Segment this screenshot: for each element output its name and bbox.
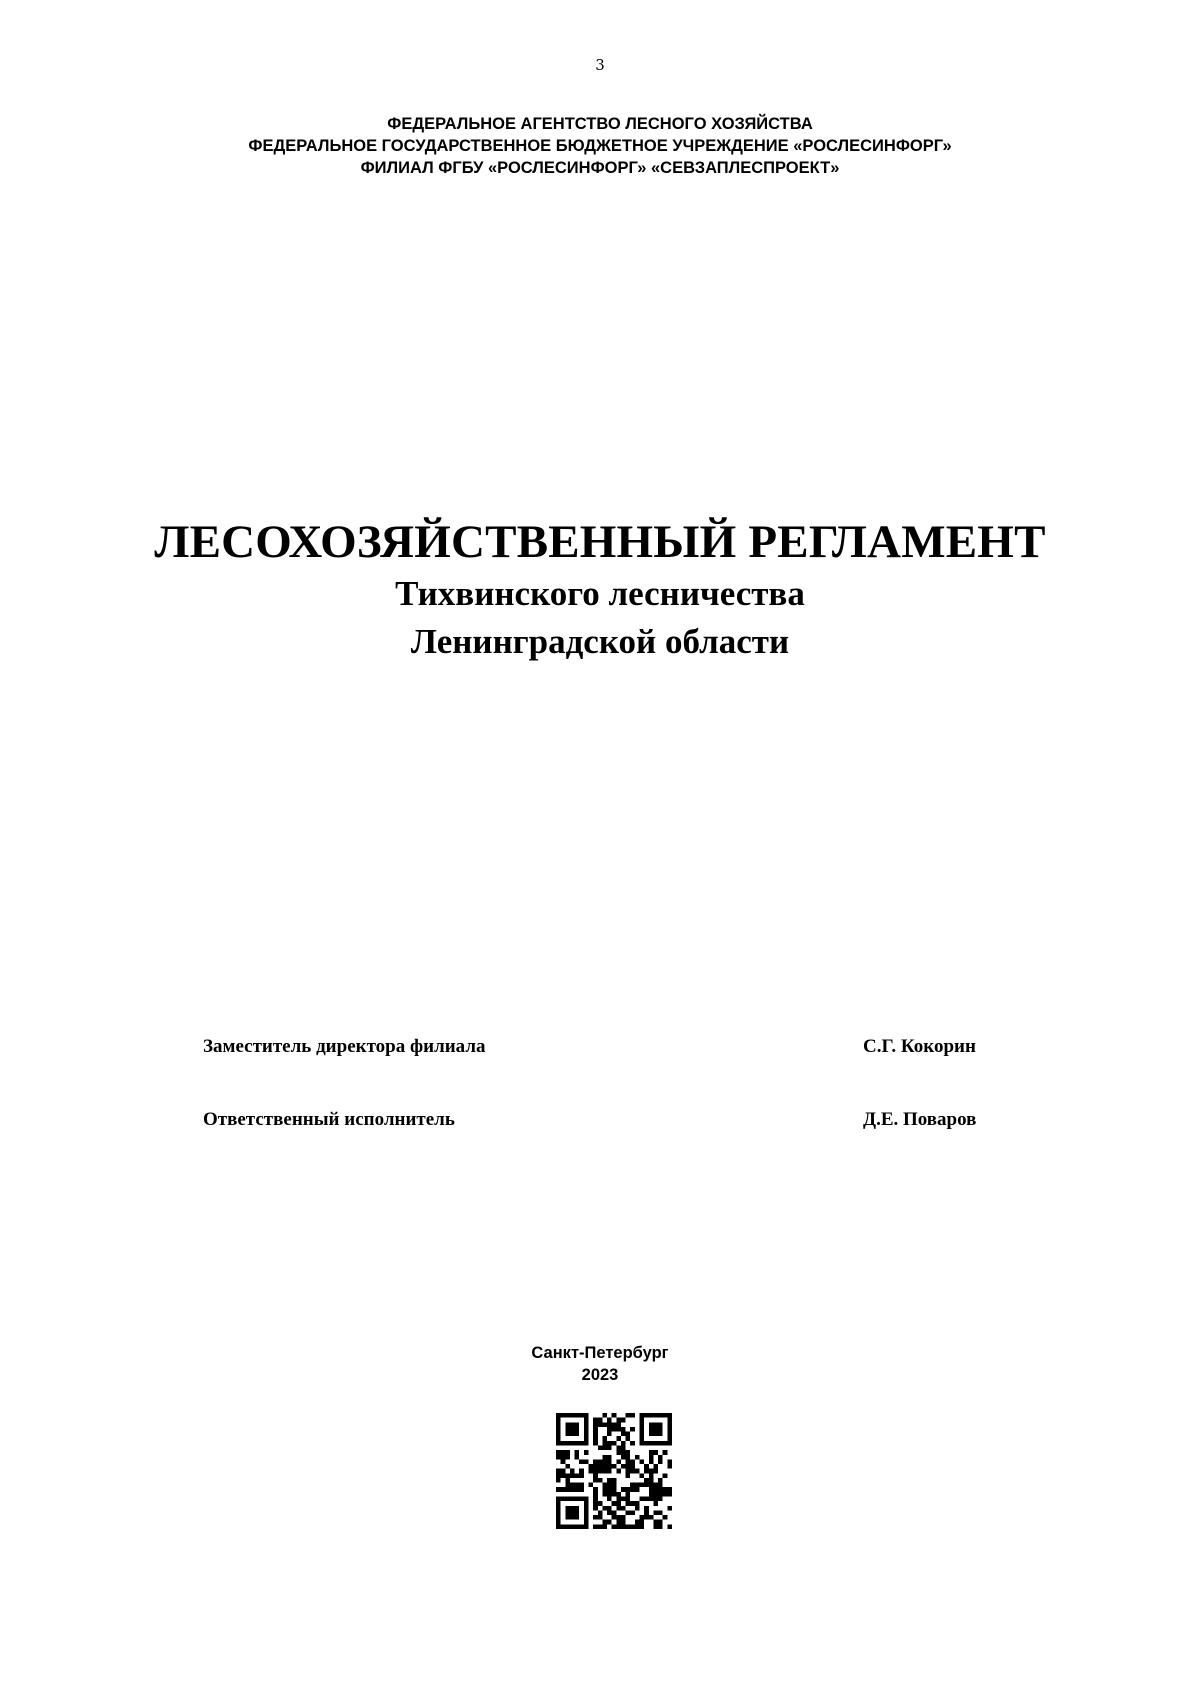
signature-row-deputy-director bbox=[203, 1036, 1023, 1064]
signature-role: Ответственный исполнитель bbox=[203, 1109, 455, 1130]
institution-name: ФЕДЕРАЛЬНОЕ ГОСУДАРСТВЕННОЕ БЮДЖЕТНОЕ УЧРЕЖДЕНИЕ «РОСЛЕСИНФОРГ» bbox=[248, 137, 952, 155]
qr-code bbox=[556, 1413, 672, 1529]
branch-name: ФИЛИАЛ ФГБУ «РОСЛЕСИНФОРГ» «СЕВЗАПЛЕСПРОЕКТ» bbox=[360, 159, 840, 177]
document-title-block bbox=[0, 514, 1200, 666]
document-subtitle-forestry: Тихвинского лесничества bbox=[395, 574, 805, 613]
page-number: 3 bbox=[595, 56, 605, 74]
signature-role: Заместитель директора филиала bbox=[203, 1036, 486, 1057]
footer bbox=[0, 1342, 1200, 1386]
document-title: ЛЕСОХОЗЯЙСТВЕННЫЙ РЕГЛАМЕНТ bbox=[154, 516, 1046, 568]
organization-header bbox=[0, 113, 1200, 179]
signature-name: Д.Е. Поваров bbox=[863, 1109, 977, 1130]
document-subtitle-region: Ленинградской области bbox=[410, 622, 790, 661]
footer-city: Санкт-Петербург bbox=[531, 1344, 669, 1362]
signature-name: С.Г. Кокорин bbox=[863, 1036, 976, 1057]
signature-row-responsible-executor bbox=[203, 1109, 1023, 1137]
agency-name: ФЕДЕРАЛЬНОЕ АГЕНТСТВО ЛЕСНОГО ХОЗЯЙСТВА bbox=[387, 115, 813, 133]
footer-year: 2023 bbox=[581, 1366, 619, 1384]
